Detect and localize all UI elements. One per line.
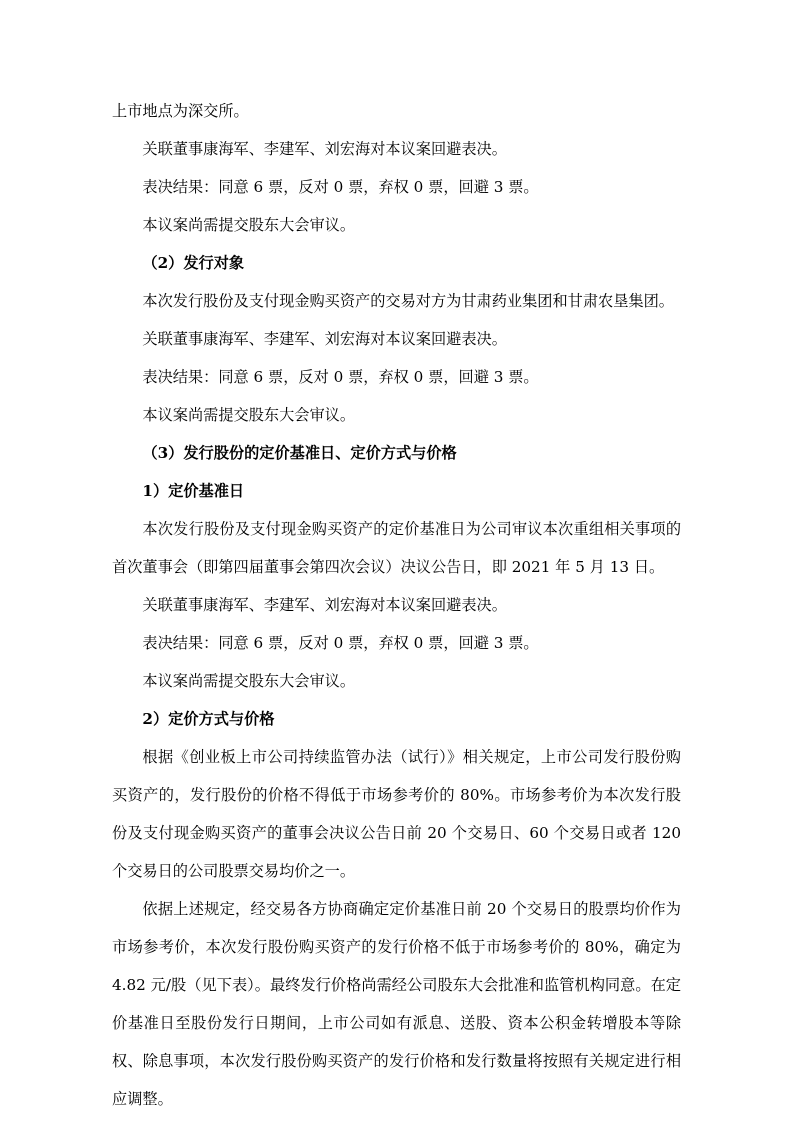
subsection-heading: 1）定价基准日 — [142, 482, 245, 500]
paragraph: 关联董事康海军、李建军、刘宏海对本议案回避表决。 — [142, 596, 507, 614]
subsection-heading: 2）定价方式与价格 — [142, 710, 275, 728]
document-body — [112, 92, 681, 1118]
paragraph: 本议案尚需提交股东大会审议。 — [142, 406, 356, 424]
paragraph: 表决结果：同意 6 票，反对 0 票，弃权 0 票，回避 3 票。 — [142, 368, 539, 386]
section-heading: （3）发行股份的定价基准日、定价方式与价格 — [142, 444, 457, 462]
paragraph: 上市地点为深交所。 — [112, 102, 249, 120]
paragraph: 关联董事康海军、李建军、刘宏海对本议案回避表决。 — [142, 140, 507, 158]
paragraph: 本次发行股份及支付现金购买资产的交易对方为甘肃药业集团和甘肃农垦集团。 — [142, 292, 674, 310]
paragraph: 关联董事康海军、李建军、刘宏海对本议案回避表决。 — [142, 330, 507, 348]
paragraph: 根据《创业板上市公司持续监管办法（试行）》相关规定，上市公司发行股份购买资产的，发行股份的价格不得低于市场参考价的 80%。市场参考价为本次发行股份及支付现金购买资产的董事会决议公告日前 20 个交易日、60 个交易日或者 120 个交易日的公司股票交易均价之一。 — [112, 748, 681, 880]
paragraph: 表决结果：同意 6 票，反对 0 票，弃权 0 票，回避 3 票。 — [142, 178, 539, 196]
paragraph: 本议案尚需提交股东大会审议。 — [142, 216, 356, 234]
paragraph: 表决结果：同意 6 票，反对 0 票，弃权 0 票，回避 3 票。 — [142, 634, 539, 652]
section-heading: （2）发行对象 — [142, 254, 245, 272]
paragraph: 本次发行股份及支付现金购买资产的定价基准日为公司审议本次重组相关事项的首次董事会（即第四届董事会第四次会议）决议公告日，即 2021 年 5 月 13 日。 — [112, 520, 681, 576]
paragraph: 本议案尚需提交股东大会审议。 — [142, 672, 356, 690]
paragraph: 依据上述规定，经交易各方协商确定定价基准日前 20 个交易日的股票均价作为市场参考价，本次发行股份购买资产的发行价格不低于市场参考价的 80%，确定为 4.82 元/股（见下表）。最终发行价格尚需经公司股东大会批准和监管机构同意。在定价基准日至股份发行日期间，上市公司如有派息、送股、资本公积金转增股本等除权、除息事项，本次发行股份购买资产的发行价格和发行数量将按照有关规定进行相应调整。 — [112, 900, 681, 1108]
